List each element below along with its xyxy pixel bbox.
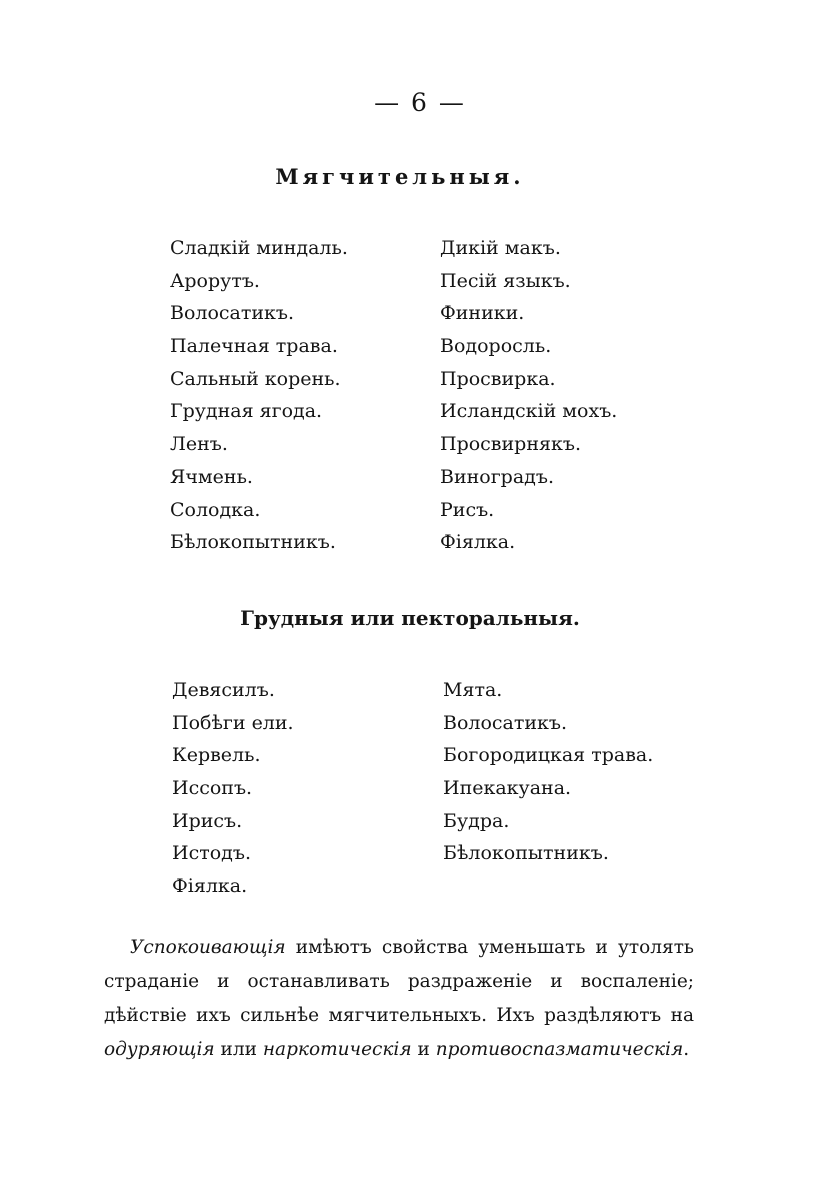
- list-item: Просвирнякъ.: [440, 433, 581, 456]
- paragraph-text: и: [411, 1038, 436, 1060]
- list-item: Дикій макъ.: [440, 237, 561, 259]
- list-item: Побѣги ели.: [172, 711, 294, 734]
- list-item: Мята.: [443, 679, 503, 701]
- list-item: Волосатикъ.: [443, 711, 568, 734]
- list-item: Грудная ягода.: [170, 400, 323, 423]
- list-item: Фіялка.: [172, 875, 248, 898]
- list-item: Будра.: [443, 809, 510, 832]
- list-item: Виноградъ.: [440, 465, 554, 488]
- paragraph-text: или: [214, 1038, 263, 1060]
- list-item: Иссопъ.: [172, 777, 253, 800]
- list-item: Фіялка.: [440, 531, 516, 554]
- list-item: Исландскій мохъ.: [440, 400, 618, 423]
- list-item: Ленъ.: [170, 433, 228, 456]
- list-item: Солодка.: [170, 498, 261, 521]
- pectorals-right-list: [443, 674, 653, 870]
- list-item: Палечная трава.: [170, 335, 338, 358]
- section-title-pectorals: Грудныя или пекторальныя.: [240, 606, 580, 630]
- list-item: Бѣлокопытникъ.: [443, 842, 609, 865]
- italic-term-narcotic: наркотическія: [262, 1038, 412, 1060]
- paragraph-text: имѣютъ свойства уменьшать и утолять страданіе и останавливать раздраженіе и воспаленіе; дѣйствіе ихъ сильнѣе мягчительныхъ. Ихъ раздѣляютъ на: [104, 936, 694, 1026]
- section-title-emollients: Мягчительныя.: [275, 164, 525, 189]
- paragraph-text: .: [683, 1038, 690, 1060]
- page-number: — 6 —: [374, 88, 466, 117]
- emollients-right-list: [440, 232, 617, 559]
- list-item: Богородицкая трава.: [443, 744, 654, 767]
- list-item: Финики.: [440, 302, 525, 325]
- list-item: Бѣлокопытникъ.: [170, 531, 336, 554]
- list-item: Водоросль.: [440, 335, 552, 358]
- list-item: Кервель.: [172, 744, 261, 767]
- list-item: Просвирка.: [440, 367, 556, 390]
- list-item: Сальный корень.: [170, 367, 341, 390]
- body-paragraph: [104, 931, 694, 1067]
- list-item: Ирисъ.: [172, 809, 243, 832]
- italic-term-antispasmodic: противоспазматическія: [435, 1038, 684, 1060]
- italic-term-stupefying: одуряющія: [104, 1038, 215, 1060]
- list-item: Песій языкъ.: [440, 269, 571, 292]
- list-item: Арорутъ.: [170, 269, 260, 292]
- italic-term-soothing: Успокоивающія: [130, 936, 286, 958]
- list-item: Истодъ.: [172, 842, 251, 865]
- list-item: Рисъ.: [440, 498, 495, 521]
- list-item: Ячмень.: [170, 465, 253, 488]
- list-item: Ипекакуана.: [443, 777, 572, 800]
- list-item: Сладкій миндаль.: [170, 237, 348, 259]
- pectorals-left-list: [172, 674, 294, 903]
- list-item: Девясилъ.: [172, 679, 275, 701]
- list-item: Волосатикъ.: [170, 302, 295, 325]
- emollients-left-list: [170, 232, 348, 559]
